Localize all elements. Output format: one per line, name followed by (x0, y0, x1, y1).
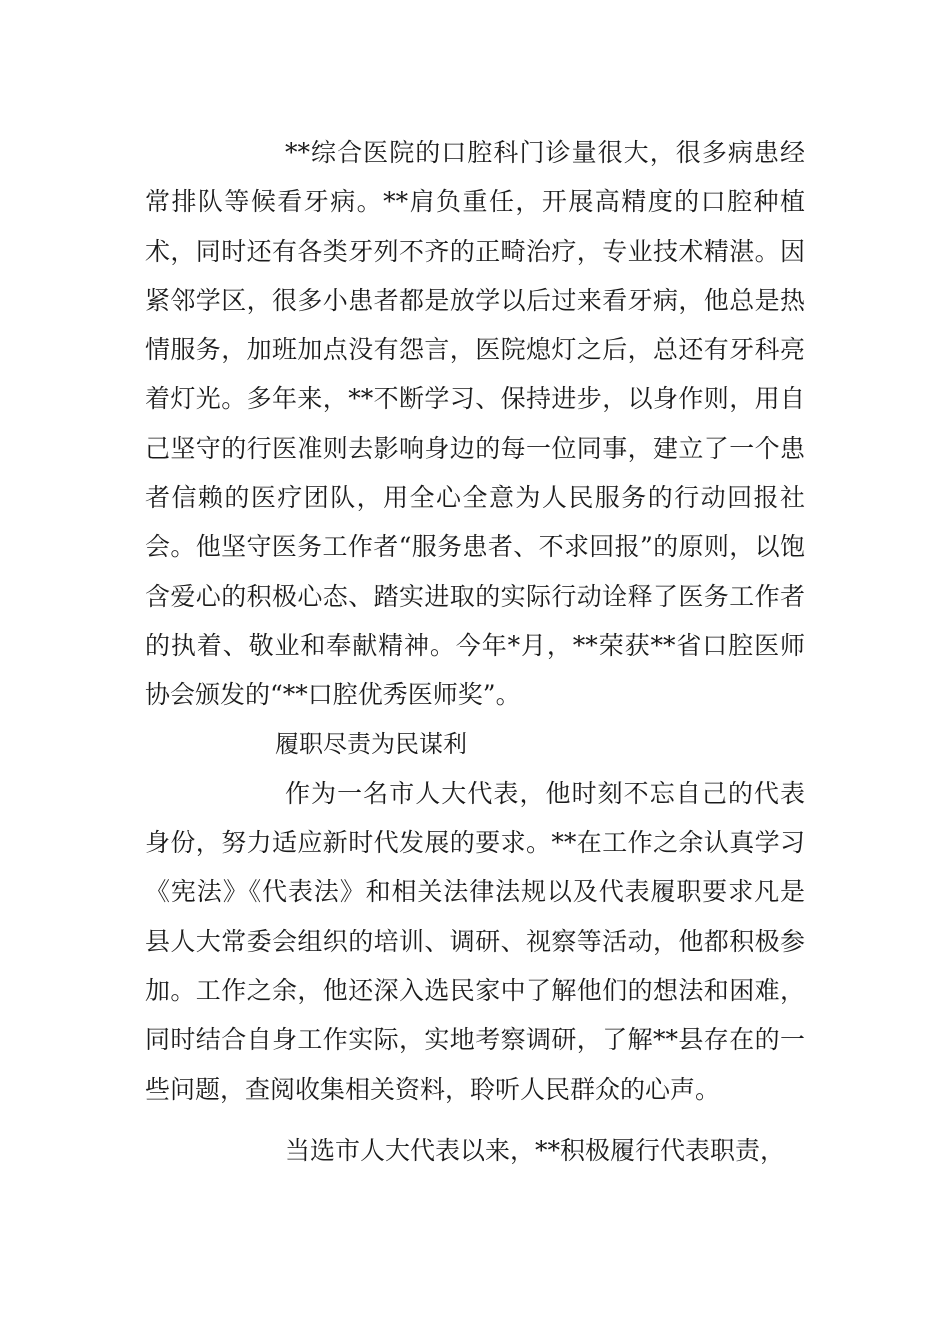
section-heading: 履职尽责为民谋利 (275, 729, 467, 758)
paragraph-dental-service: **综合医院的口腔科门诊量很大，很多病患经常排队等候看牙病。**肩负重任，开展高精度的口腔种植术，同时还有各类牙列不齐的正畸治疗，专业技术精湛。因紧邻学区，很多小患者都是放学以后过来看牙病，他总是热情服务，加班加点没有怨言，医院熄灯之后，总还有牙科亮着灯光。多年来，**不断学习、保持进步，以身作则，用自己坚守的行医准则去影响身边的每一位同事，建立了一个患者信赖的医疗团队，用全心全意为人民服务的行动回报社会。他坚守医务工作者“服务患者、不求回报”的原则，以饱含爱心的积极心态、踏实进取的实际行动诠释了医务工作者的执着、敬业和奉献精神。今年*月，**荣获**省口腔医师协会颁发的“**口腔优秀医师奖”。 (145, 138, 805, 710)
paragraph-since-elected: 当选市人大代表以来，**积极履行代表职责， (285, 1135, 786, 1165)
paragraph-representative-duty: 作为一名市人大代表，他时刻不忘自己的代表身份，努力适应新时代发展的要求。**在工作之余认真学习《宪法》《代表法》和相关法律法规以及代表履职要求凡是县人大常委会组织的培训、调研、视察等活动，他都积极参加。工作之余，他还深入选民家中了解他们的想法和困难，同时结合自身工作实际，实地考察调研，了解**县存在的一些问题，查阅收集相关资料，聆听人民群众的心声。 (145, 778, 805, 1104)
document-body (145, 128, 805, 1175)
